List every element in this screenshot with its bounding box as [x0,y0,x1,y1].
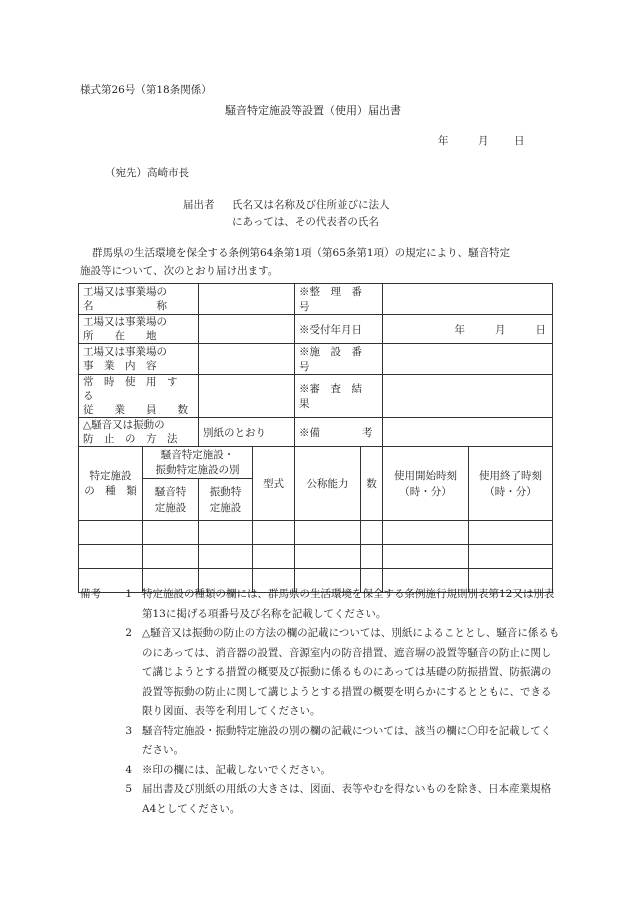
factory-name-field[interactable] [199,284,295,315]
form-row-prevention [79,418,553,447]
document-title: 騒音特定施設等設置（使用）届出書 [225,104,401,117]
form-number: 様式第26号（第18条関係） [80,84,212,96]
entry-cell[interactable] [199,545,253,569]
start-time-header: 使用開始時刻 （時・分） [383,447,469,521]
factory-name-label: 工場又は事業場の 名 称 [79,284,199,315]
entry-cell[interactable] [361,521,383,545]
entry-cell[interactable] [199,521,253,545]
facility-entry-row [79,521,553,545]
facility-type-group-header: 騒音特定施設・ 振動特定施設の別 [143,447,253,479]
remarks-heading: 備考 [80,588,101,600]
date-year-label: 年 [438,135,449,147]
facility-kind-header: 特定施設 の 種 類 [79,447,143,521]
prevention-method-label: △騒音又は振動の 防 止 の 方 法 [79,418,199,447]
business-content-field[interactable] [199,344,295,375]
registration-number-label: ※整 理 番 号 [295,284,383,315]
facility-header-row-1 [79,447,553,479]
form-row-business [79,344,553,375]
entry-cell[interactable] [143,521,199,545]
date-day-label: 日 [514,135,525,147]
entry-cell[interactable] [361,545,383,569]
receipt-month: 月 [495,323,506,336]
entry-cell[interactable] [253,521,295,545]
entry-cell[interactable] [295,545,361,569]
facility-number-field [383,344,553,375]
entry-cell[interactable] [143,545,199,569]
review-result-label: ※審 査 結 果 [295,375,383,418]
applicant-line1: 氏名又は名称及び住所並びに法人 [232,199,390,211]
note-item: 2 △騒音又は振動の防止の方法の欄の記載については、別紙によることとし、騒音に係るものにあっては、消音器の設置、音源室内の防音措置、遮音塀の設置等騒音の防止に関して講じようとする措置の概要及び振動に係るものにあっては基礎の防振措置、防振溝の設置等振動の防止に関して講じようとする措置の概要を明らかにするとともに、できる限り図面、表等を利用してください。 [125,627,560,717]
form-row-employees [79,375,553,418]
date-month-label: 月 [478,135,489,147]
entry-cell[interactable] [295,521,361,545]
receipt-date-label: ※受付年月日 [295,315,383,344]
business-content-label: 工場又は事業場の 事 業 内 容 [79,344,199,375]
form-row-address [79,315,553,344]
entry-cell[interactable] [253,545,295,569]
entry-cell[interactable] [383,521,469,545]
entry-cell[interactable] [383,545,469,569]
capacity-header: 公称能力 [295,447,361,521]
notification-form-table [78,283,553,593]
applicant-label: 届出者 [183,199,215,211]
remarks-label: ※備 考 [295,418,383,447]
noise-facility-header: 騒音特 定施設 [143,479,199,521]
note-item: 3 騒音特定施設・振動特定施設の別の欄の記載については、該当の欄に〇印を記載してください。 [125,724,552,756]
note-item: 5 届出書及び別紙の用紙の大きさは、図面、表等やむを得ないものを除き、日本産業規格A4としてください。 [125,783,552,815]
factory-address-label: 工場又は事業場の 所 在 地 [79,315,199,344]
form-row-name [79,284,553,315]
remarks-section [80,585,560,819]
facility-entry-row [79,545,553,569]
entry-cell[interactable] [79,521,143,545]
registration-number-field [383,284,553,315]
count-header: 数 [361,447,383,521]
vibration-facility-header: 振動特 定施設 [199,479,253,521]
intro-line2: 施設等について、次のとおり届け出ます。 [80,265,279,277]
remarks-field [383,418,553,447]
applicant-line2: にあっては、その代表者の氏名 [232,216,379,228]
entry-cell[interactable] [79,545,143,569]
prevention-method-field[interactable]: 別紙のとおり [199,418,295,447]
employees-label: 常 時 使 用 す る 従 業 員 数 [79,375,199,418]
factory-address-field[interactable] [199,315,295,344]
facility-number-label: ※施 設 番 号 [295,344,383,375]
receipt-day: 日 [535,323,546,336]
entry-cell[interactable] [469,545,553,569]
intro-line1: 群馬県の生活環境を保全する条例第64条第1項（第65条第1項）の規定により、騒音特定 [92,247,511,259]
entry-cell[interactable] [469,521,553,545]
note-item: 備考 1 特定施設の種類の欄には、群馬県の生活環境を保全する条例施行規則別表第12又は別表第13に掲げる項番号及び名称を記載してください。 [80,585,560,624]
note-item: 4 ※印の欄には、記載しないでください。 [125,763,331,776]
addressee: （宛先）高崎市長 [105,167,189,179]
receipt-date-field [383,315,553,344]
model-header: 型式 [253,447,295,521]
employees-field[interactable] [199,375,295,418]
review-result-field [383,375,553,418]
end-time-header: 使用終了時刻 （時・分） [469,447,553,521]
receipt-year: 年 [454,323,465,336]
